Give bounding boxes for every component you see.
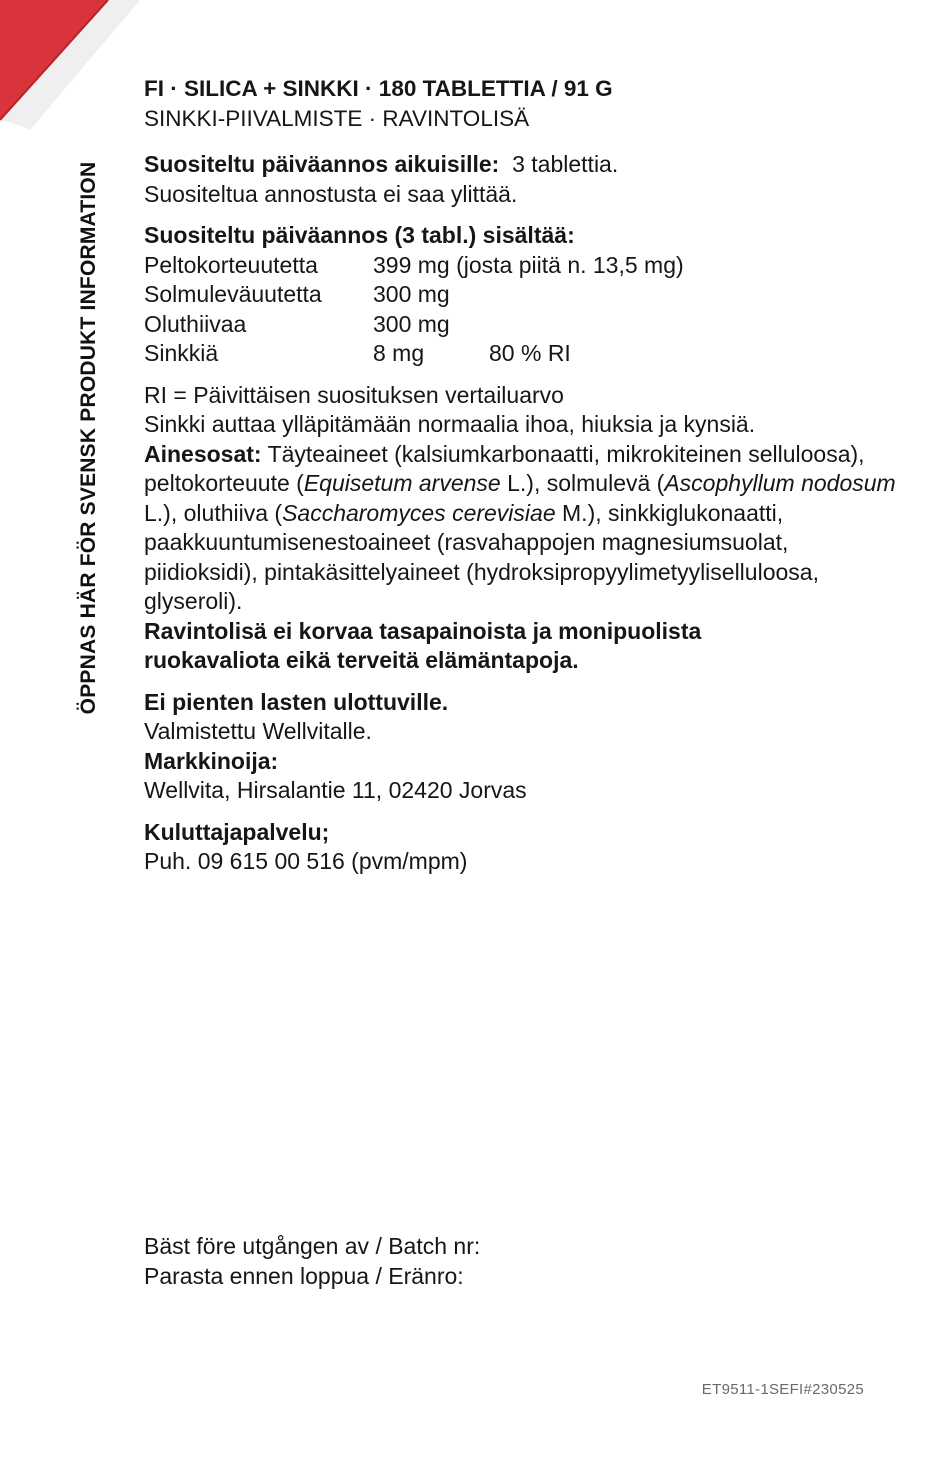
best-before-fi: Parasta ennen loppua / Eränro: (144, 1262, 464, 1289)
ingredients-text: Ainesosat: Täyteaineet (kalsiumkarbonaatti, mikrokiteinen selluloosa), peltokorteuute (Equisetum arvense L.), solmulevä (Ascophyllum nodosum L.), oluthiiva (Saccharomyces cerevisiae M.), sinkkiglukonaatti, paakkuuntumisenestoaineet (rasvahappojen magnesiumsuolat, piidioksidi), pintakäsittelyaineet (hydroksipropyylimetyyliselluloosa, glyseroli). (144, 440, 896, 614)
ingredient-name: Solmuleväuutetta (144, 281, 322, 307)
dosage-label: Suositeltu päiväannos aikuisille: (144, 151, 500, 177)
product-code: ET9511-1SEFI#230525 (701, 1381, 864, 1398)
table-row (144, 251, 684, 281)
latin-name: Saccharomyces cerevisiae (282, 499, 556, 526)
dosage-section (144, 150, 904, 209)
service-section (144, 818, 904, 877)
ingredient-amount: 300 mg (373, 310, 450, 337)
dosage-value: 3 tablettia. (512, 151, 619, 177)
ingredient-name: Sinkkiä (144, 340, 219, 366)
ingredient-amount: 300 mg (373, 281, 450, 307)
best-before-sv: Bäst före utgången av / Batch nr: (144, 1233, 481, 1259)
peel-corner-tab[interactable] (0, 0, 140, 140)
ingredients-label: Ainesosat: (144, 440, 262, 467)
marketer-label: Markkinoija: (144, 747, 279, 774)
marketer-section (144, 747, 904, 806)
health-claim: Sinkki auttaa ylläpitämään normaalia ihoa, hiuksia ja kynsiä. (144, 411, 756, 437)
product-title: FI · SILICA + SINKKI · 180 TABLETTIA / 91 G (144, 76, 613, 101)
ingredient-ri: 80 % RI (489, 340, 571, 366)
contents-section (144, 221, 904, 369)
table-row (144, 339, 684, 369)
marketer-address: Wellvita, Hirsalantie 11, 02420 Jorvas (144, 777, 527, 803)
ri-note: RI = Päivittäisen suosituksen vertailuarvo (144, 381, 564, 408)
product-header (144, 74, 904, 133)
ingredient-ri (489, 310, 684, 340)
label-content (144, 74, 904, 889)
latin-name: Ascophyllum nodosum (664, 470, 896, 496)
latin-name: Equisetum arvense (303, 470, 501, 496)
ingredient-amount: 399 mg (josta piitä n. 13,5 mg) (373, 251, 684, 278)
ingredient-amount: 8 mg (373, 340, 425, 366)
dosage-note: Suositeltua annostusta ei saa ylittää. (144, 180, 518, 207)
service-phone: Puh. 09 615 00 516 (pvm/mpm) (144, 848, 468, 874)
contents-table (144, 251, 684, 369)
service-label: Kuluttajapalvelu; (144, 818, 330, 845)
table-row (144, 310, 684, 340)
children-warning: Ei pienten lasten ulottuville. (144, 688, 449, 715)
batch-info (144, 1232, 480, 1291)
contents-heading: Suositeltu päiväannos (3 tabl.) sisältää: (144, 222, 575, 248)
product-subtitle: SINKKI-PIIVALMISTE · RAVINTOLISÄ (144, 105, 530, 131)
ingredient-name: Oluthiivaa (144, 310, 247, 337)
ingredient-name: Peltokorteuutetta (144, 251, 318, 278)
table-row (144, 280, 684, 310)
diet-warning: Ravintolisä ei korvaa tasapainoista ja monipuolista ruokavaliota eikä terveitä elämäntapoja. (144, 617, 702, 673)
side-opening-label[interactable]: ÖPPNAS HÄR FÖR SVENSK PRODUKT INFORMATION (77, 161, 100, 715)
ingredient-ri (489, 280, 684, 310)
manufacturer-note: Valmistettu Wellvitalle. (144, 718, 372, 744)
